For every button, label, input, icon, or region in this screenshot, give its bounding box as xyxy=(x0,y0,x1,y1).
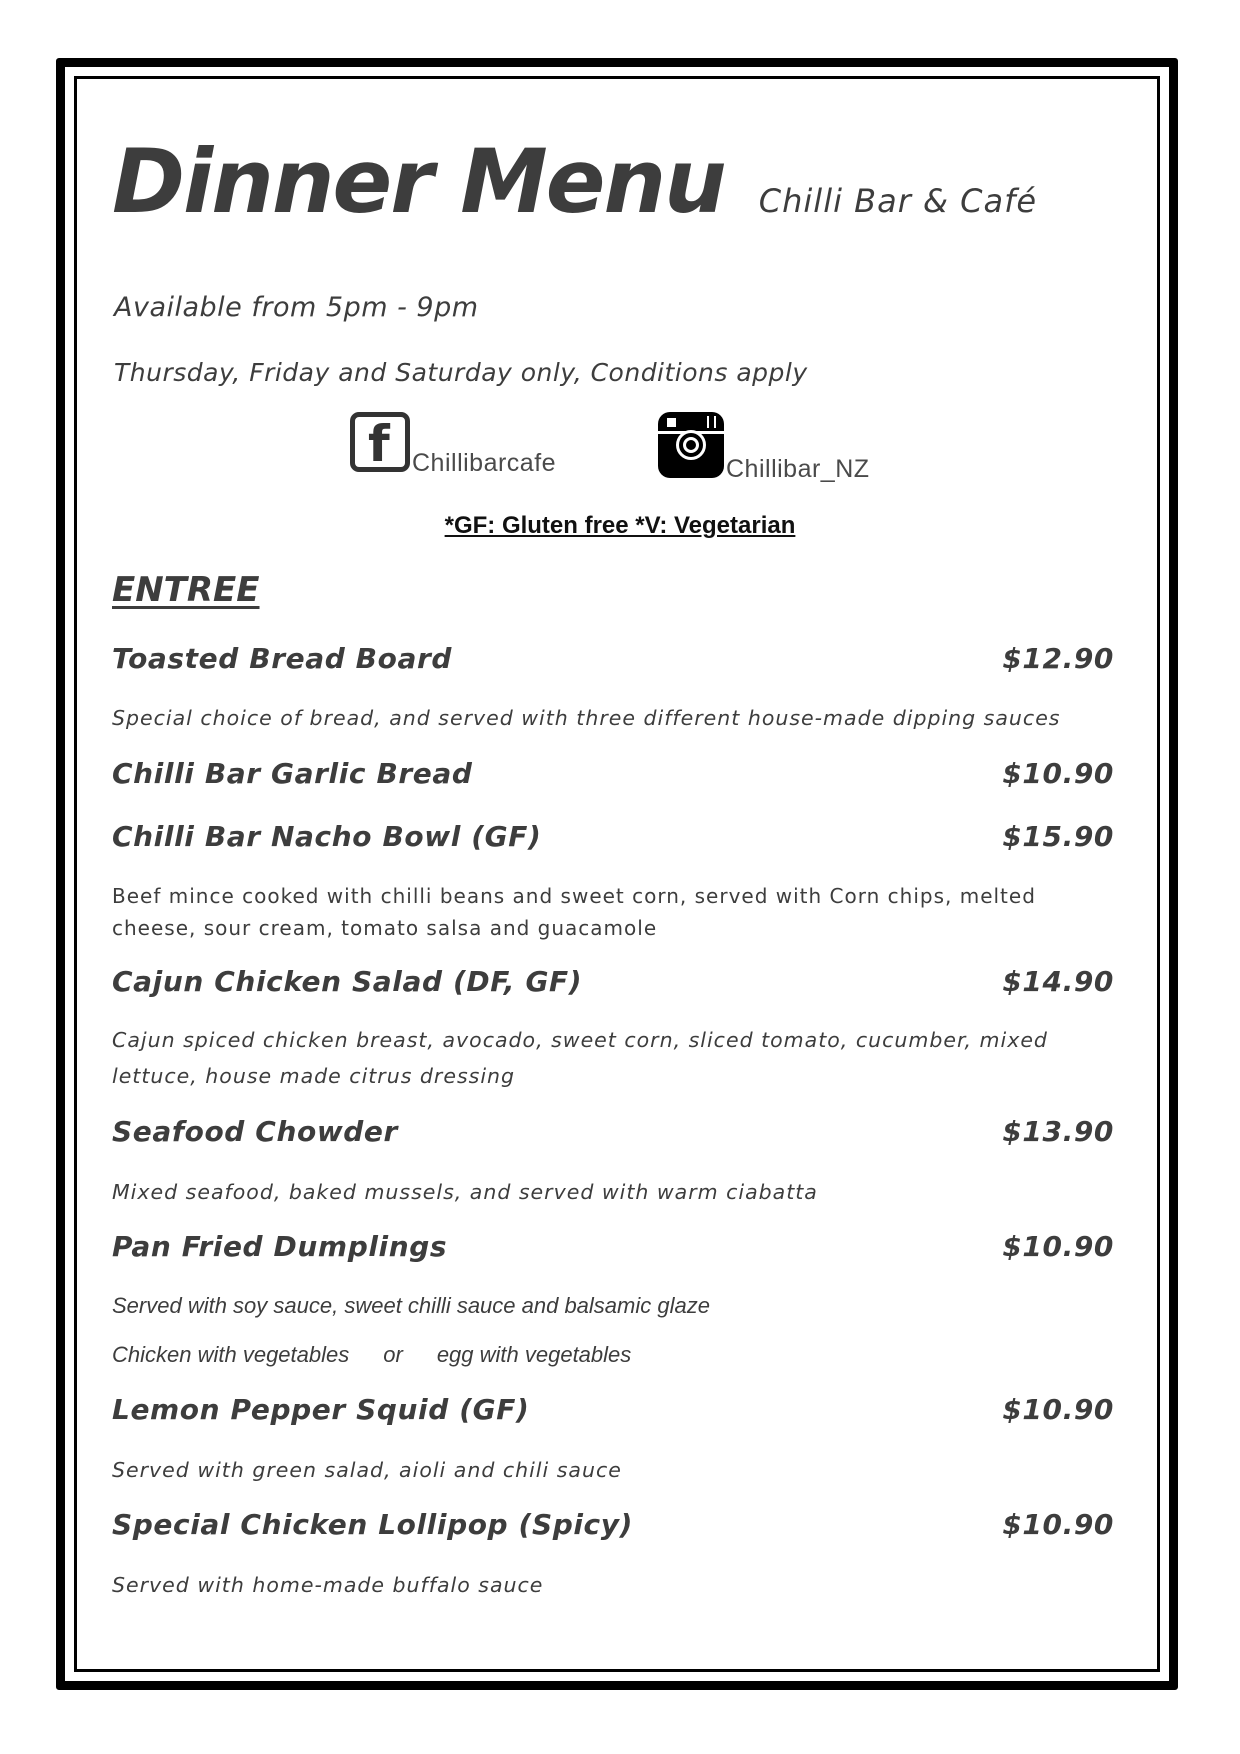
menu-item-description: Special choice of bread, and served with three different house-made dipping sauces xyxy=(112,706,1061,730)
menu-item-name: Toasted Bread Board xyxy=(112,642,453,675)
option-chicken: Chicken with vegetables xyxy=(112,1342,350,1367)
menu-item-price: $15.90 xyxy=(1002,820,1114,853)
facebook-icon: f xyxy=(350,412,410,472)
instagram-handle: Chillibar_NZ xyxy=(726,455,870,483)
menu-item-name: Lemon Pepper Squid (GF) xyxy=(112,1393,530,1426)
menu-item-price: $10.90 xyxy=(1002,1230,1114,1263)
option-egg: egg with vegetables xyxy=(436,1342,632,1367)
availability-days: Thursday, Friday and Saturday only, Conditions apply xyxy=(114,358,808,387)
menu-item-description: Beef mince cooked with chilli beans and sweet corn, served with Corn chips, melted cheese, sour cream, tomato salsa and guacamole xyxy=(112,884,1036,940)
page-title: Dinner Menu xyxy=(112,130,725,233)
menu-item-description: Served with green salad, aioli and chili sauce xyxy=(112,1458,622,1482)
menu-item-description: Mixed seafood, baked mussels, and served with warm ciabatta xyxy=(112,1180,818,1204)
instagram-link[interactable] xyxy=(658,412,870,483)
menu-item-price: $13.90 xyxy=(1002,1115,1114,1148)
menu-item-description: Cajun spiced chicken breast, avocado, sweet corn, sliced tomato, cucumber, mixed lettuce, house made citrus dressing xyxy=(112,1028,1048,1088)
menu-item-name: Pan Fried Dumplings xyxy=(112,1230,448,1263)
menu-item-description: Served with soy sauce, sweet chilli sauce and balsamic glaze xyxy=(112,1293,710,1318)
availability-hours: Available from 5pm - 9pm xyxy=(114,292,479,323)
menu-item-price: $14.90 xyxy=(1002,965,1114,998)
menu-item-options xyxy=(112,1337,1112,1373)
menu-item-price: $10.90 xyxy=(1002,1508,1114,1541)
menu-item-name: Cajun Chicken Salad (DF, GF) xyxy=(112,965,583,998)
option-separator: or xyxy=(383,1342,403,1367)
menu-item-name: Seafood Chowder xyxy=(112,1115,398,1148)
menu-item-description: Served with home-made buffalo sauce xyxy=(112,1573,544,1597)
menu-item-name: Chilli Bar Nacho Bowl (GF) xyxy=(112,820,542,853)
menu-header xyxy=(112,130,1037,233)
menu-item-name: Chilli Bar Garlic Bread xyxy=(112,757,473,790)
dietary-legend: *GF: Gluten free *V: Vegetarian xyxy=(444,512,796,539)
menu-item-price: $10.90 xyxy=(1002,1393,1114,1426)
menu-item-name: Special Chicken Lollipop (Spicy) xyxy=(112,1508,633,1541)
facebook-link[interactable] xyxy=(350,412,557,477)
section-title-entree: ENTREE xyxy=(112,570,260,610)
menu-item-price: $12.90 xyxy=(1002,642,1114,675)
instagram-icon xyxy=(658,412,724,478)
facebook-handle: Chillibarcafe xyxy=(412,449,557,477)
menu-item-price: $10.90 xyxy=(1002,757,1114,790)
restaurant-name: Chilli Bar & Café xyxy=(758,182,1038,220)
